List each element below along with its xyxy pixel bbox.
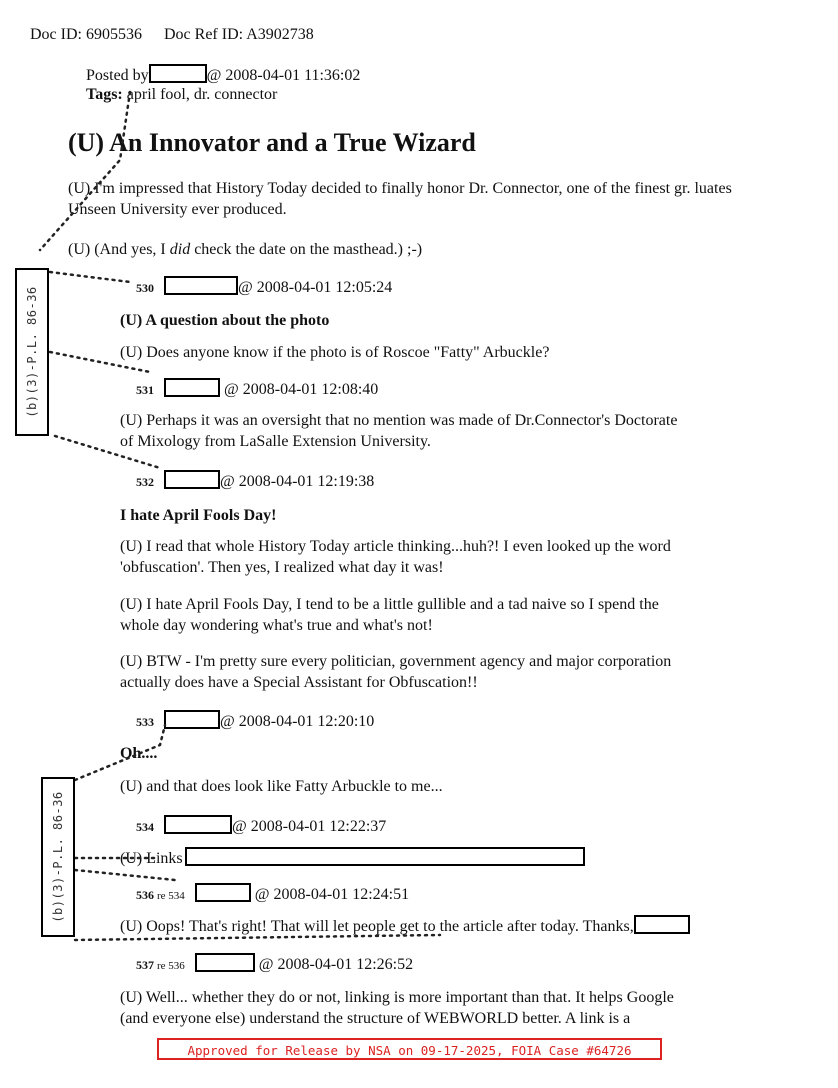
comment-reply-to: re 536 bbox=[157, 960, 185, 972]
callout-line bbox=[75, 870, 175, 880]
callout-line bbox=[50, 272, 130, 282]
comment-537-line-2: (and everyone else) understand the structure of WEBWORLD better. A link is a bbox=[120, 1010, 631, 1027]
comment-537-line-1: (U) Well... whether they do or not, linking is more important than that. It helps Google bbox=[120, 989, 674, 1006]
comment-time: @ 2008-04-01 12:05:24 bbox=[238, 279, 393, 296]
comment-532-p1-line-2: 'obfuscation'. Then yes, I realized what day it was! bbox=[120, 559, 444, 576]
post-paragraph-2-pre: (U) (And yes, I bbox=[68, 241, 170, 258]
doc-id: Doc ID: 6905536 bbox=[30, 26, 142, 43]
comment-531-line-1: (U) Perhaps it was an oversight that no mention was made of Dr.Connector's Doctorate bbox=[120, 412, 678, 429]
comment-530-subject: (U) A question about the photo bbox=[120, 312, 330, 329]
doc-ref-id: Doc Ref ID: A3902738 bbox=[163, 26, 314, 43]
approval-stamp: Approved for Release by NSA on 09-17-2025, FOIA Case #64726 bbox=[157, 1038, 662, 1060]
comment-532-p1-line-1: (U) I read that whole History Today article thinking...huh?! I even looked up the word bbox=[120, 538, 671, 555]
posted-time: @ 2008-04-01 11:36:02 bbox=[206, 67, 361, 84]
comment-reply-to: re 534 bbox=[157, 890, 185, 902]
comment-532-p2-line-2: whole day wondering what's true and what's not! bbox=[120, 617, 433, 634]
post-paragraph-1-line-2: Unseen University ever produced. bbox=[68, 201, 287, 218]
comment-534-links-label: (U) Links bbox=[120, 850, 183, 867]
comment-533-text: (U) and that does look like Fatty Arbuckle to me... bbox=[120, 778, 443, 795]
comment-530-text: (U) Does anyone know if the photo is of Roscoe "Fatty" Arbuckle? bbox=[120, 344, 550, 361]
post-paragraph-2-emphasis: did bbox=[169, 241, 191, 258]
posted-by-label: Posted by bbox=[86, 67, 149, 84]
post-paragraph-2-post: check the date on the masthead.) ;-) bbox=[190, 241, 423, 258]
comment-number-value: 536 bbox=[136, 888, 154, 902]
comment-time: @ 2008-04-01 12:22:37 bbox=[232, 818, 387, 835]
comment-533-subject: Oh.... bbox=[120, 745, 158, 762]
callout-line bbox=[75, 935, 440, 940]
comment-time: @ 2008-04-01 12:19:38 bbox=[220, 473, 375, 490]
comment-532-p3-line-2: actually does have a Special Assistant for Obfuscation!! bbox=[120, 674, 478, 691]
exemption-stamp-bottom bbox=[41, 777, 75, 937]
tags-label: Tags: bbox=[86, 86, 123, 103]
comment-532-p2-line-1: (U) I hate April Fools Day, I tend to be a little gullible and a tad naive so I spend the bbox=[120, 596, 659, 613]
comment-536-text-body: (U) Oops! That's right! That will let people get to the article after today. Thanks, bbox=[120, 918, 634, 935]
comment-number: 534 bbox=[136, 820, 154, 834]
comment-time: @ 2008-04-01 12:20:10 bbox=[220, 713, 375, 730]
comment-number: 532 bbox=[136, 475, 154, 489]
exemption-stamp-bottom-text: (b)(3)-P.L. 86-36 bbox=[51, 791, 65, 923]
tags-value: april fool, dr. connector bbox=[126, 86, 278, 103]
comment-532-p3-line-1: (U) BTW - I'm pretty sure every politician, government agency and major corporation bbox=[120, 653, 672, 670]
callout-line bbox=[40, 92, 130, 250]
comment-time: @ 2008-04-01 12:24:51 bbox=[254, 886, 410, 903]
callout-line bbox=[75, 725, 165, 780]
exemption-stamp-top bbox=[15, 268, 49, 436]
callout-line bbox=[50, 352, 150, 372]
comment-number-value: 537 bbox=[136, 958, 154, 972]
callout-line bbox=[55, 436, 160, 468]
post-title: (U) An Innovator and a True Wizard bbox=[68, 128, 476, 157]
comment-532-subject: I hate April Fools Day! bbox=[120, 507, 277, 524]
comment-531-line-2: of Mixology from LaSalle Extension University. bbox=[120, 433, 431, 450]
post-paragraph-1-line-1: (U) I'm impressed that History Today decided to finally honor Dr. Connector, one of the finest gr. luates bbox=[68, 180, 732, 197]
comment-number: 533 bbox=[136, 715, 154, 729]
comment-number: 531 bbox=[136, 383, 154, 397]
exemption-stamp-top-text: (b)(3)-P.L. 86-36 bbox=[25, 286, 39, 418]
comment-number: 530 bbox=[136, 281, 154, 295]
comment-time: @ 2008-04-01 12:26:52 bbox=[258, 956, 414, 973]
comment-time: @ 2008-04-01 12:08:40 bbox=[224, 381, 379, 398]
